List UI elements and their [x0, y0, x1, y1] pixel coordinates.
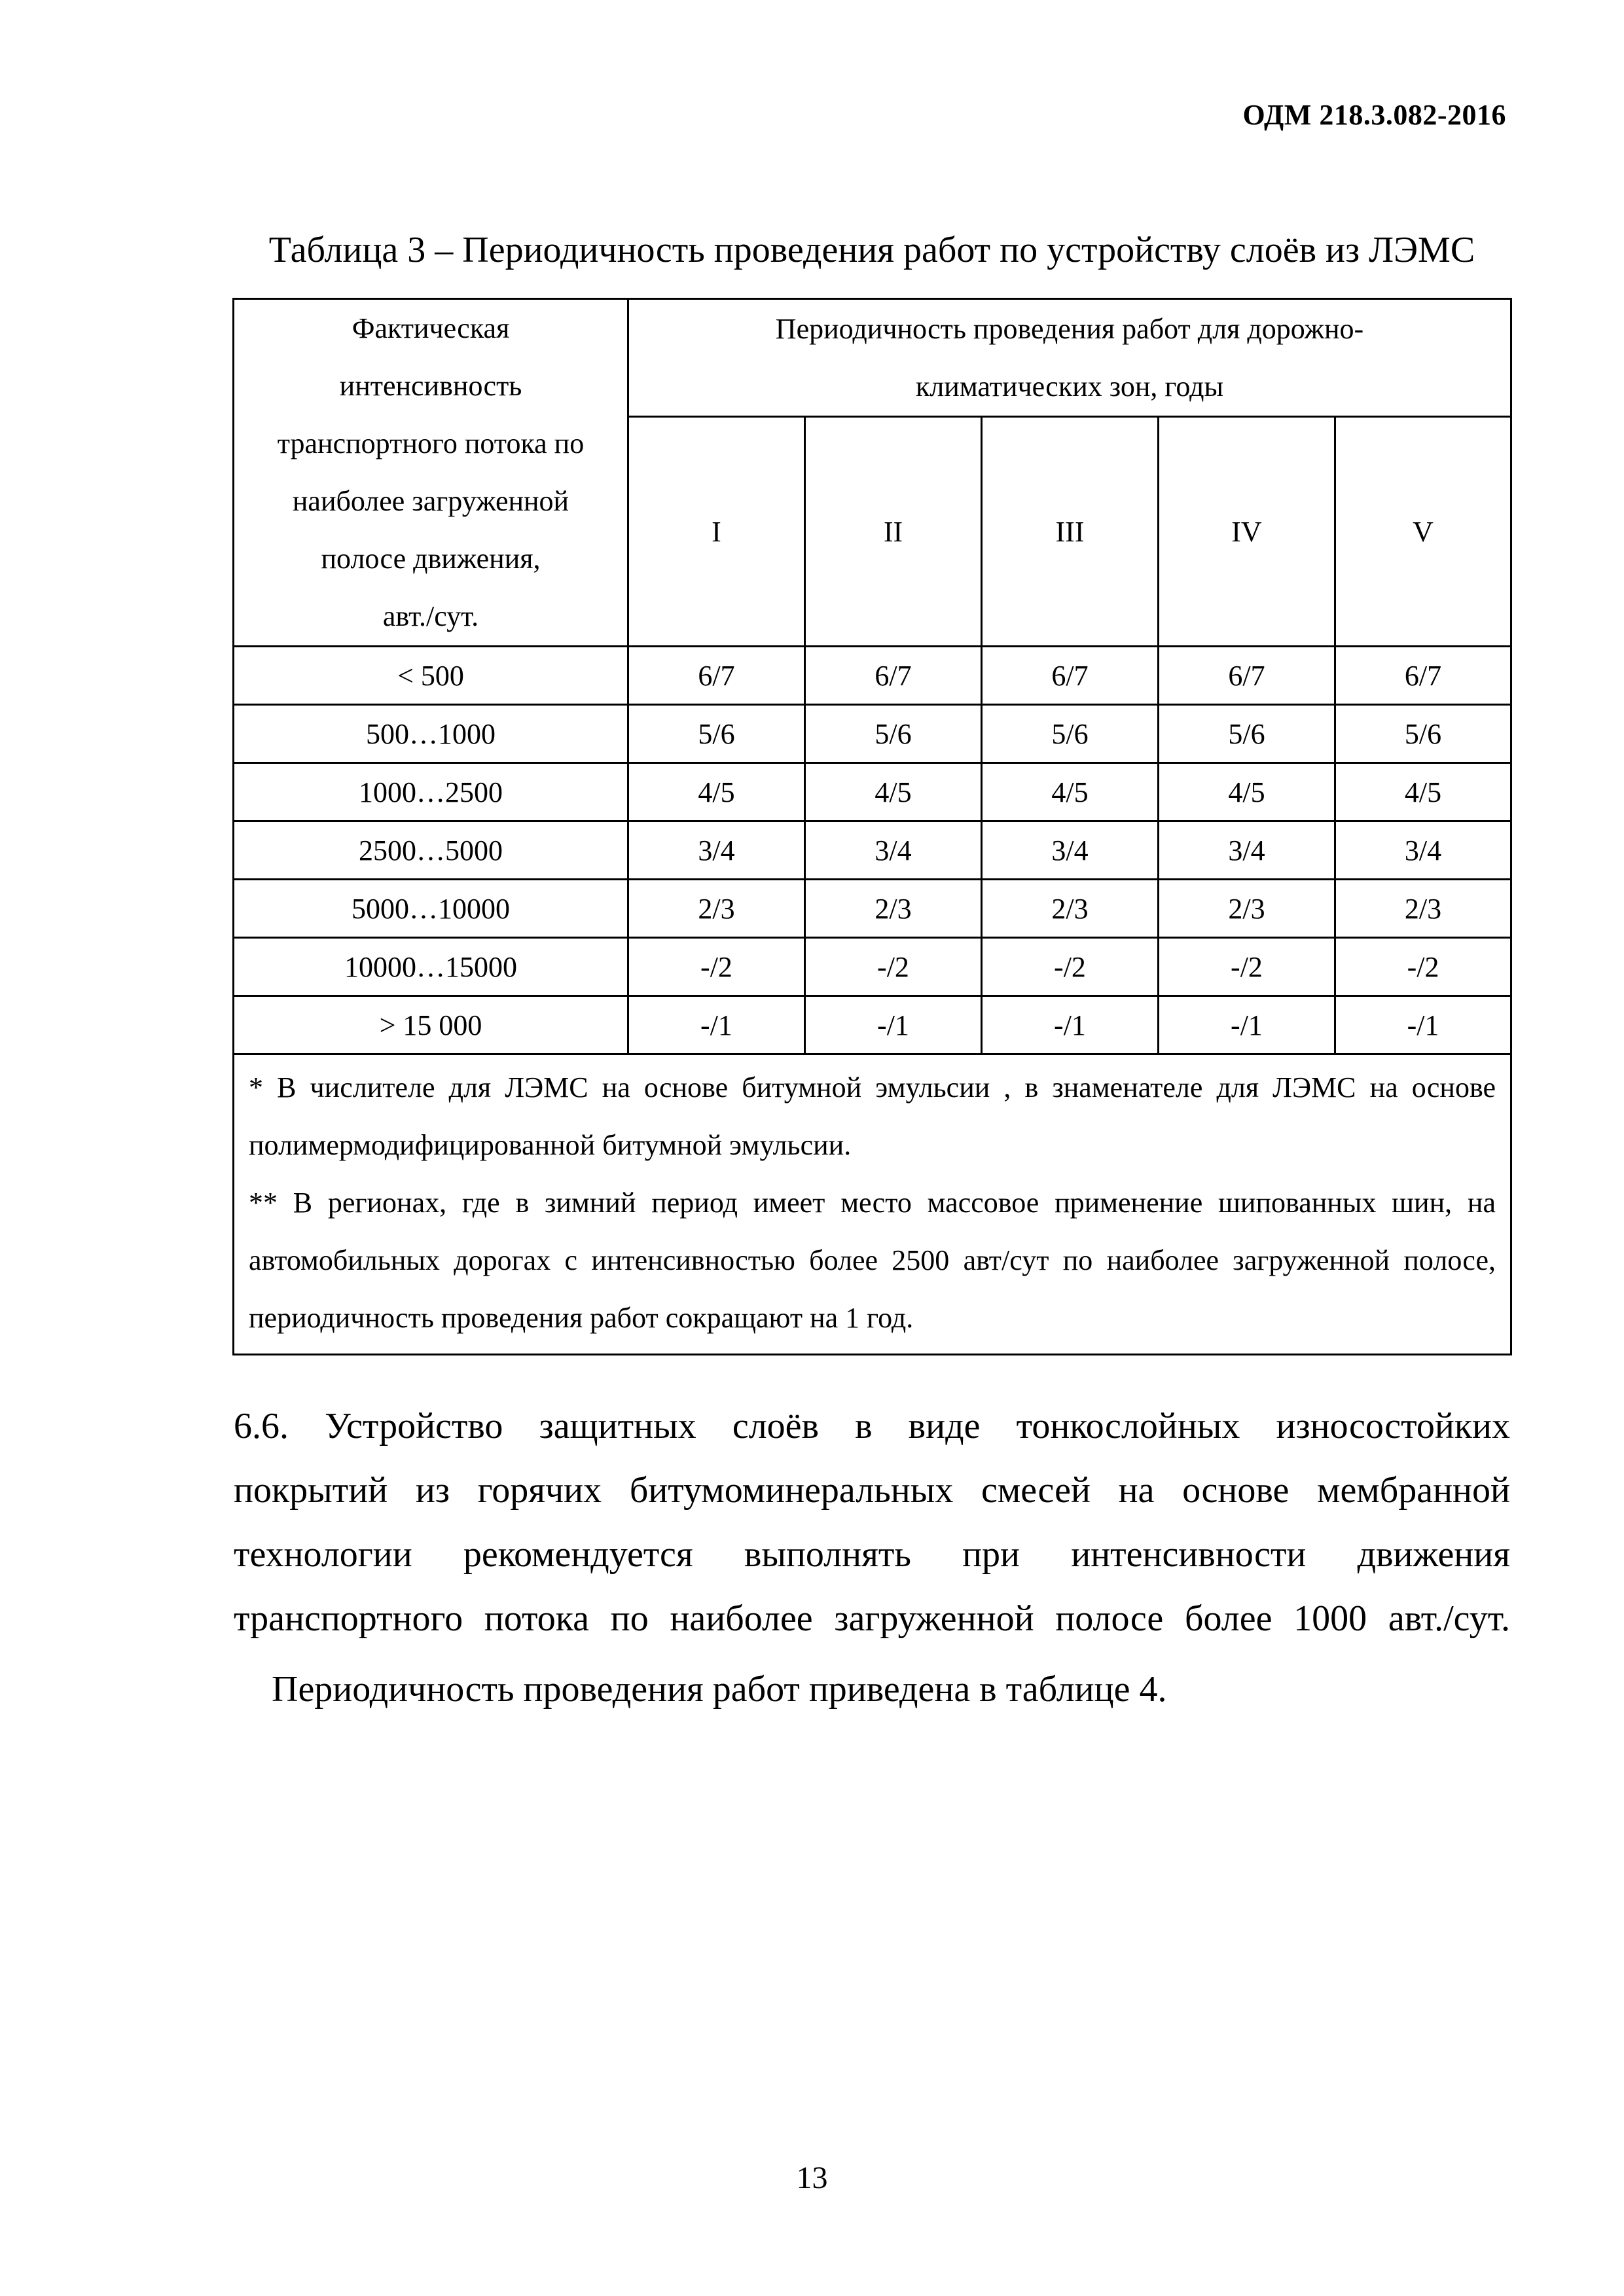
header-periodicity-cell — [628, 299, 1511, 417]
table-cell: -/2 — [1335, 938, 1511, 996]
zone-header-v: V — [1335, 417, 1511, 647]
page-number: 13 — [796, 2161, 828, 2195]
table-cell: 6/7 — [982, 647, 1159, 705]
table-row — [234, 996, 1511, 1054]
periodicity-table — [232, 298, 1512, 1355]
table-cell: 2/3 — [982, 880, 1159, 938]
table-cell: 3/4 — [628, 821, 805, 880]
row-intensity-label: < 500 — [234, 647, 628, 705]
table-cell: -/1 — [982, 996, 1159, 1054]
zone-header-iii: III — [982, 417, 1159, 647]
header-intensity-cell — [234, 299, 628, 647]
header-intensity-line: интенсивность — [339, 370, 522, 402]
table-cell: 3/4 — [982, 821, 1159, 880]
table-cell: 5/6 — [982, 705, 1159, 763]
table-row — [234, 647, 1511, 705]
table-cell: 4/5 — [1335, 763, 1511, 821]
table-cell: 5/6 — [805, 705, 982, 763]
row-intensity-label: 2500…5000 — [234, 821, 628, 880]
zone-header-iv: IV — [1159, 417, 1335, 647]
table-cell: -/2 — [1159, 938, 1335, 996]
row-intensity-label: 1000…2500 — [234, 763, 628, 821]
row-intensity-label: 5000…10000 — [234, 880, 628, 938]
header-intensity-line: авт./сут. — [382, 600, 479, 632]
table-cell: 4/5 — [1159, 763, 1335, 821]
table-note: ** В регионах, где в зимний период имеет место массовое применение шипованных шин, на автомобильных дорогах с интенсивностью более 2500 авт/сут по наиболее загруженной полосе, периодичность проведения работ сокращают на 1 год. — [249, 1187, 1496, 1334]
table-cell: -/1 — [805, 996, 982, 1054]
table-cell: 6/7 — [805, 647, 982, 705]
table-cell: 5/6 — [1159, 705, 1335, 763]
paragraph-table-reference: Периодичность проведения работ приведена в таблице 4. — [272, 1669, 1167, 1710]
paragraph-6-6-line: технологии рекомендуется выполнять при интенсивности движения — [234, 1534, 1510, 1575]
table-cell: 2/3 — [1335, 880, 1511, 938]
header-intensity-line: Фактическая — [352, 312, 510, 344]
table-cell: 4/5 — [805, 763, 982, 821]
table-cell: 2/3 — [805, 880, 982, 938]
table-cell: 2/3 — [1159, 880, 1335, 938]
row-intensity-label: 500…1000 — [234, 705, 628, 763]
table-notes-cell — [234, 1054, 1511, 1355]
row-intensity-label: 10000…15000 — [234, 938, 628, 996]
table-cell: 3/4 — [1335, 821, 1511, 880]
document-code: ОДМ 218.3.082-2016 — [1242, 99, 1506, 131]
table-cell: -/2 — [628, 938, 805, 996]
row-intensity-label: > 15 000 — [234, 996, 628, 1054]
table-cell: 3/4 — [805, 821, 982, 880]
table-cell: -/2 — [805, 938, 982, 996]
paragraph-6-6-line: транспортного потока по наиболее загруженной полосе более 1000 авт./сут. — [234, 1598, 1510, 1639]
header-intensity-line: полосе движения, — [321, 543, 541, 575]
header-intensity-line: транспортного потока по — [277, 427, 585, 459]
table-row — [234, 821, 1511, 880]
paragraph-6-6-line: покрытий из горячих битумоминеральных смесей на основе мембранной — [234, 1470, 1510, 1511]
table-caption: Таблица 3 – Периодичность проведения работ по устройству слоёв из ЛЭМС — [268, 230, 1475, 270]
header-periodicity-line: Периодичность проведения работ для дорожно- — [775, 312, 1364, 345]
table-cell: 3/4 — [1159, 821, 1335, 880]
zone-header-ii: II — [805, 417, 982, 647]
zone-header-i: I — [628, 417, 805, 647]
table-cell: 6/7 — [1335, 647, 1511, 705]
table-cell: 2/3 — [628, 880, 805, 938]
table-cell: -/1 — [628, 996, 805, 1054]
table-row — [234, 763, 1511, 821]
table-cell: 6/7 — [628, 647, 805, 705]
table-cell: 5/6 — [628, 705, 805, 763]
table-cell: 5/6 — [1335, 705, 1511, 763]
paragraph-6-6-line: 6.6. Устройство защитных слоёв в виде тонкослойных износостойких — [234, 1406, 1510, 1446]
header-intensity-line: наиболее загруженной — [292, 485, 569, 517]
header-periodicity-line: климатических зон, годы — [915, 370, 1224, 403]
table-note: * В числителе для ЛЭМС на основе битумной эмульсии , в знаменателе для ЛЭМС на основе полимермодифицированной битумной эмульсии. — [249, 1071, 1496, 1161]
table-row — [234, 938, 1511, 996]
table-cell: -/2 — [982, 938, 1159, 996]
table-cell: 4/5 — [628, 763, 805, 821]
table-row — [234, 705, 1511, 763]
table-cell: -/1 — [1335, 996, 1511, 1054]
table-cell: -/1 — [1159, 996, 1335, 1054]
table-cell: 6/7 — [1159, 647, 1335, 705]
table-cell: 4/5 — [982, 763, 1159, 821]
table-row — [234, 880, 1511, 938]
